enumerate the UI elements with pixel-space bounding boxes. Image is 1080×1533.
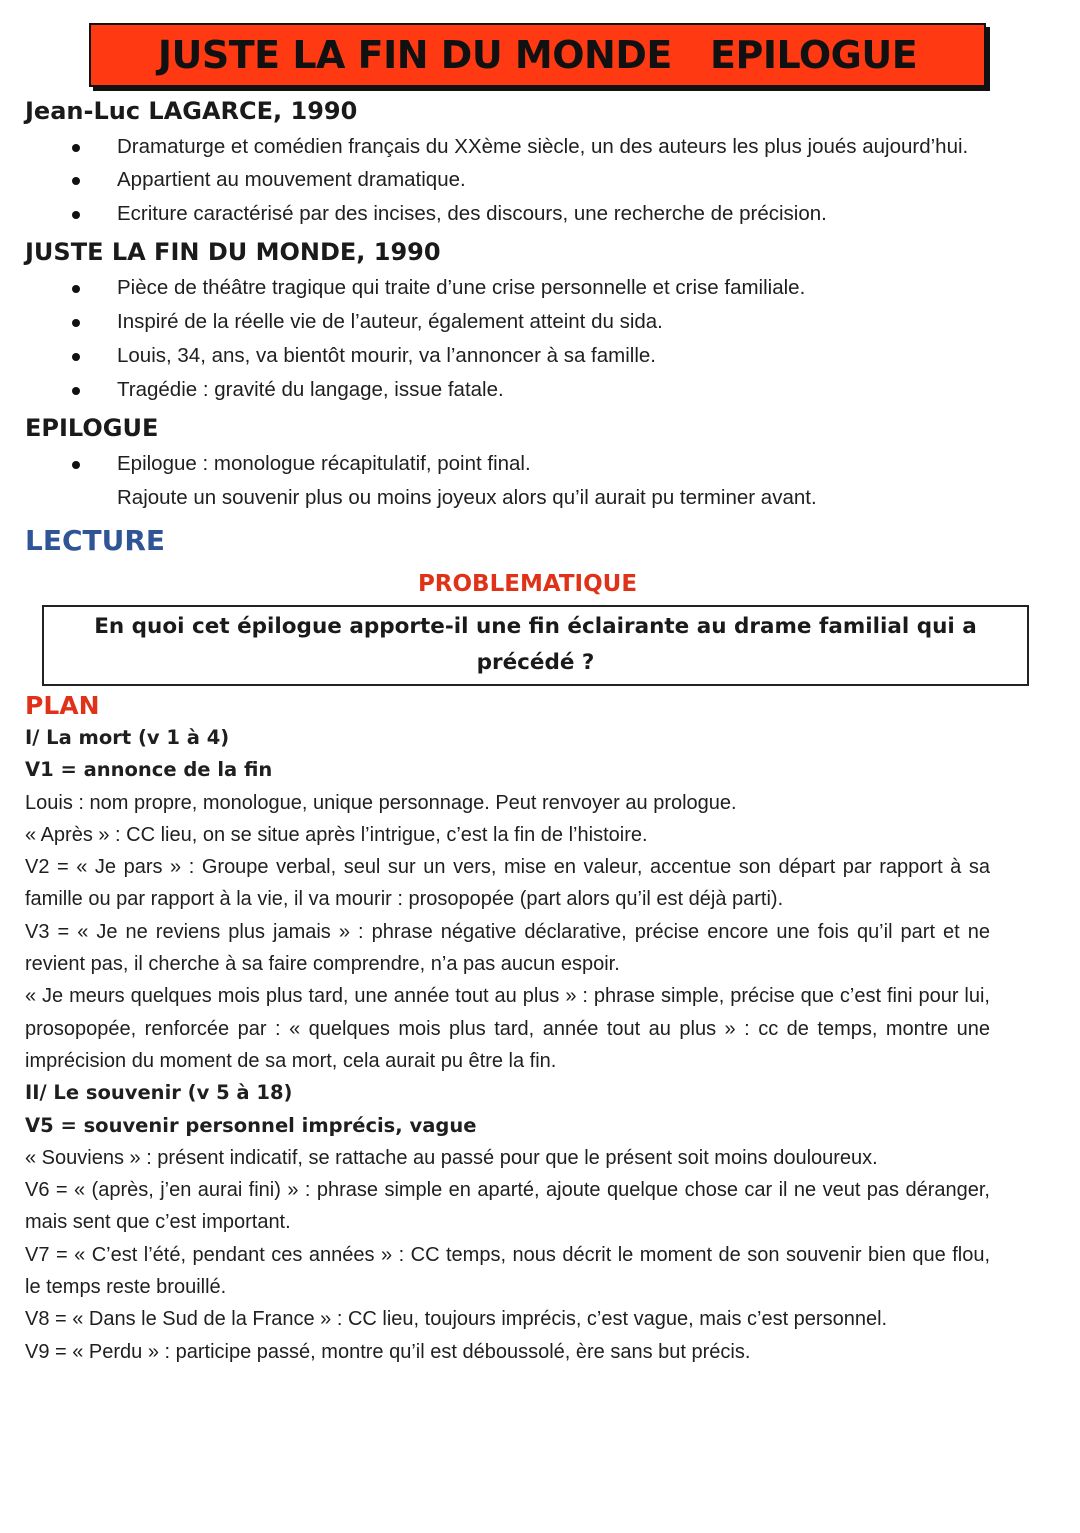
plan-paragraph: V9 = « Perdu » : participe passé, montre qu’il est déboussolé, ère sans but précis. <box>25 1340 751 1363</box>
part-heading: II/ Le souvenir (v 5 à 18) <box>25 1081 293 1105</box>
author-bullets <box>25 130 990 231</box>
list-item <box>25 447 990 515</box>
plan-heading: PLAN <box>25 691 100 720</box>
plan-paragraph: V3 = « Je ne reviens plus jamais » : phrase négative déclarative, précise encore une fois qu’il part et ne revient pas, il cherche à sa faire comprendre, n’a pas aucun espoir. <box>25 920 990 976</box>
plan-paragraph: V2 = « Je pars » : Groupe verbal, seul sur un vers, mise en valeur, accentue son départ par rapport à sa famille ou par rapport à la vie, il va mourir : prosopopée (part alors qu’il est déjà parti). <box>25 856 990 911</box>
epilogue-line-1: Epilogue : monologue récapitulatif, point final. <box>117 452 531 475</box>
lecture-heading: LECTURE <box>25 524 166 557</box>
plan-paragraph: « Je meurs quelques mois plus tard, une année tout au plus » : phrase simple, précise que c’est fini pour lui, prosopopée, renforcée par : « quelques mois plus tard, année tout au plus » : cc de temps, montre une imprécision du moment de sa mort, cela aurait pu être la fin. <box>25 985 990 1072</box>
epilogue-heading: EPILOGUE <box>25 414 159 442</box>
plan-paragraph: Louis : nom propre, monologue, unique personnage. Peut renvoyer au prologue. <box>25 791 737 814</box>
problematique-heading: PROBLEMATIQUE <box>417 571 638 597</box>
plan-paragraph: « Souviens » : présent indicatif, se rattache au passé pour que le présent soit moins douloureux. <box>25 1146 878 1169</box>
list-item: Inspiré de la réelle vie de l’auteur, également atteint du sida. <box>25 305 990 339</box>
author-heading: Jean-Luc LAGARCE, 1990 <box>25 97 358 125</box>
problematique-question: En quoi cet épilogue apporte-il une fin éclairante au drame familial qui a précédé ? <box>94 614 977 675</box>
list-item: Pièce de théâtre tragique qui traite d’une crise personnelle et crise familiale. <box>25 271 990 305</box>
list-item: Dramaturge et comédien français du XXème siècle, un des auteurs les plus joués aujourd’hui. <box>25 130 990 163</box>
part-heading: I/ La mort (v 1 à 4) <box>25 726 230 749</box>
problematique-box <box>42 605 1029 686</box>
plan-paragraph: V7 = « C’est l’été, pendant ces années » : CC temps, nous décrit le moment de son souvenir bien que flou, le temps reste brouillé. <box>25 1243 990 1299</box>
title-banner <box>89 23 986 87</box>
list-item: Appartient au mouvement dramatique. <box>25 163 990 197</box>
play-heading: JUSTE LA FIN DU MONDE, 1990 <box>25 238 441 266</box>
verse-heading: V1 = annonce de la fin <box>25 758 273 782</box>
play-bullets <box>25 271 990 407</box>
page-title: JUSTE LA FIN DU MONDE EPILOGUE <box>157 33 918 77</box>
plan-section <box>25 690 990 1368</box>
list-item: Louis, 34, ans, va bientôt mourir, va l’annoncer à sa famille. <box>25 339 990 373</box>
plan-paragraph: V6 = « (après, j’en aurai fini) » : phrase simple en aparté, ajoute quelque chose car il ne veut pas déranger, mais sent que c’est important. <box>25 1179 990 1234</box>
epilogue-line-2: Rajoute un souvenir plus ou moins joyeux alors qu’il aurait pu terminer avant. <box>117 486 817 509</box>
epilogue-bullets <box>25 447 990 515</box>
plan-paragraph: « Après » : CC lieu, on se situe après l’intrigue, c’est la fin de l’histoire. <box>25 823 648 846</box>
document-body <box>25 94 990 1368</box>
plan-paragraph: V8 = « Dans le Sud de la France » : CC lieu, toujours imprécis, c’est vague, mais c’est personnel. <box>25 1308 888 1331</box>
list-item: Ecriture caractérisé par des incises, des discours, une recherche de précision. <box>25 197 990 231</box>
list-item: Tragédie : gravité du langage, issue fatale. <box>25 373 990 407</box>
verse-heading: V5 = souvenir personnel imprécis, vague <box>25 1113 477 1137</box>
